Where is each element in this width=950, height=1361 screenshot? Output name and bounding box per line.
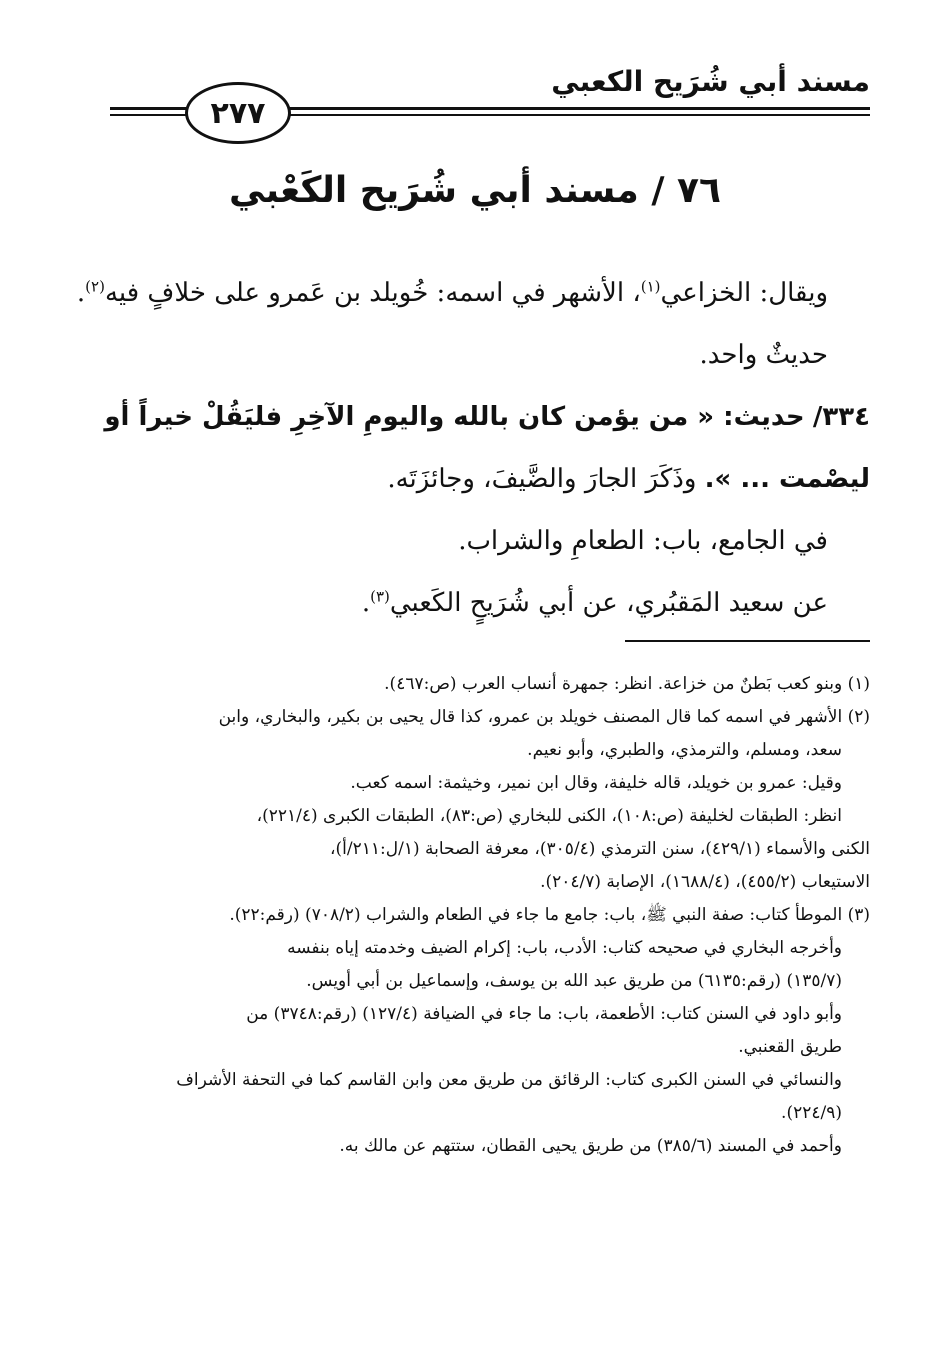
hadith-line-1 — [80, 386, 870, 448]
footnote-2-line-1: (٢) الأشهر في اسمه كما قال المصنف خويلد بن عمرو، كذا قال يحيى بن بكير، والبخاري، وابن — [218, 707, 870, 727]
footnote-ref-1: (١) — [640, 277, 661, 296]
intro-text-end: . — [76, 278, 86, 308]
hadith-text-end: ليصْمت ... ». — [704, 464, 870, 494]
footnote-ref-2: (٢) — [85, 277, 105, 296]
hadith-text: « من يؤمن كان بالله واليومِ الآخِرِ فليَقُلْ خيراً أو — [104, 402, 724, 432]
footnote-3-line-7: (٢٢٤/٩). — [781, 1103, 842, 1123]
running-title: مسند أبي شُرَيح الكعبي — [551, 65, 870, 98]
chain-end: . — [361, 588, 371, 618]
footnote-2-line-2: سعد، ومسلم، والترمذي، والطبري، وأبو نعيم. — [527, 740, 842, 760]
footnote-separator — [625, 640, 870, 642]
chain-text: عن سعيد المَقبُري، عن أبي شُرَيحٍ الكَعبي — [389, 588, 828, 618]
hadith-number: ٣٣٤/ — [812, 402, 870, 432]
hadith-keyword: حديث: — [723, 402, 805, 432]
source-line: في الجامع، باب: الطعامِ والشراب. — [458, 526, 828, 556]
footnote-3-line-4: وأبو داود في السنن كتاب: الأطعمة، باب: ما جاء في الضيافة (١٢٧/٤) (رقم:٣٧٤٨) من — [246, 1004, 842, 1024]
footnotes — [100, 668, 870, 1163]
section-title: ٧٦ / مسند أبي شُرَيح الكَعْبي — [229, 170, 721, 211]
page-number: ٢٧٧ — [210, 95, 266, 131]
footnote-3-line-5: طريق القعنبي. — [738, 1037, 842, 1057]
intro-line-2: حديثٌ واحد. — [699, 340, 828, 370]
intro-line-1 — [76, 262, 870, 324]
footnote-2-line-6: الاستيعاب (٤٥٥/٢)، (١٦٨٨/٤)، الإصابة (٢٠٤/٧). — [540, 872, 870, 892]
footnote-2-line-4: انظر: الطبقات لخليفة (ص:١٠٨)، الكنى للبخاري (ص:٨٣)، الطبقات الكبرى (٢٢١/٤)، — [256, 806, 842, 826]
footnote-ref-3: (٣) — [370, 587, 390, 606]
footnote-3-line-8: وأحمد في المسند (٣٨٥/٦) من طريق يحيى القطان، ستتهم عن مالك به. — [339, 1136, 842, 1156]
footnote-3-line-6: والنسائي في السنن الكبرى كتاب: الرقائق من طريق معن وابن القاسم كما في التحفة الأشراف — [176, 1070, 842, 1090]
intro-text-a: ويقال: الخزاعي — [660, 278, 828, 308]
main-text — [76, 262, 870, 634]
footnote-2-line-3: وقيل: عمرو بن خويلد، قاله خليفة، وقال ابن نمير، وخيثمة: اسمه كعب. — [350, 773, 842, 793]
footnote-3-line-2: وأخرجه البخاري في صحيحه كتاب: الأدب، باب: إكرام الضيف وخدمته إياه بنفسه — [287, 938, 842, 958]
footnote-3-line-1: (٣) الموطأ كتاب: صفة النبي ﷺ، باب: جامع ما جاء في الطعام والشراب (٧٠٨/٢) (رقم:٢٢). — [229, 905, 870, 925]
footnote-3-line-3: (١٣٥/٧) (رقم:٦١٣٥) من طريق عبد الله بن يوسف، وإسماعيل بن أبي أويس. — [306, 971, 842, 991]
footnote-2-line-5: الكنى والأسماء (٤٢٩/١)، سنن الترمذي (٣٠٥/٤)، معرفة الصحابة (١/ل:٢١١/أ)، — [330, 839, 870, 859]
intro-text-b: ، الأشهر في اسمه: خُويلد بن عَمرو على خلافٍ فيه — [104, 278, 641, 308]
chain-line — [80, 572, 870, 634]
hadith-line-2 — [80, 448, 870, 510]
hadith-note: وذَكَرَ الجارَ والضَّيفَ، وجائزَتَه. — [387, 464, 705, 494]
page-number-badge — [185, 82, 291, 144]
footnote-1: (١) وبنو كعب بَطنٌ من خزاعة. انظر: جمهرة أنساب العرب (ص:٤٦٧). — [384, 674, 870, 694]
